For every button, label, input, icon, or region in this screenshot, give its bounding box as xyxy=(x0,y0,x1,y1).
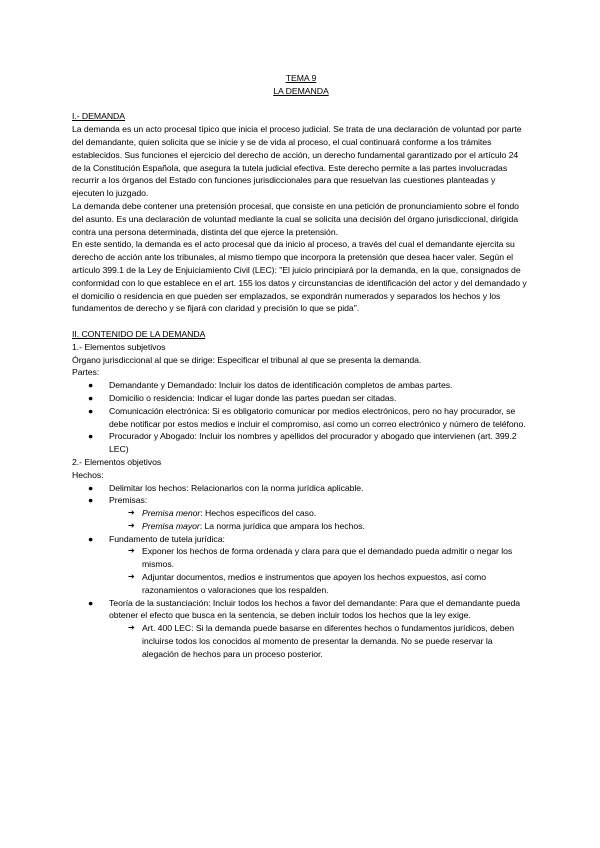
list-item-text: Delimitar los hechos: Relacionarlos con la norma jurídica aplicable. xyxy=(109,482,364,493)
sublist-item-text: Art. 400 LEC: Si la demanda puede basarse en diferentes hechos o fundamentos jurídicos, deben incluirse todos los conocidos al momento de presentar la demanda. No se puede reservar la alegación de hechos para un proceso posterior. xyxy=(142,623,515,659)
teoria-sublist xyxy=(109,622,530,660)
bullet-icon: ● xyxy=(88,482,94,493)
sublist-item xyxy=(109,507,530,520)
bullet-icon: ● xyxy=(88,405,94,416)
subsection-title-objetivos: 2.- Elementos objetivos xyxy=(72,456,162,467)
premisa-menor-term: Premisa menor xyxy=(142,508,201,519)
arrow-right-icon: ➔ xyxy=(128,572,135,582)
list-item xyxy=(72,392,530,405)
hechos-label: Hechos: xyxy=(72,469,104,480)
subject-title: LA DEMANDA xyxy=(273,85,329,96)
bullet-icon: ● xyxy=(88,431,94,442)
list-item xyxy=(72,430,530,456)
organo-line: Órgano jurisdiccional al que se dirige: Especificar el tribunal al que se presenta la demanda. xyxy=(72,354,422,365)
arrow-right-icon: ➔ xyxy=(128,508,135,518)
list-item-text: Teoría de la sustanciación: Incluir todos los hechos a favor del demandante: Para que el demandante pueda obtener el efecto que busca en la sentencia, se deben incluir todos los hechos que la ley exige. xyxy=(109,597,521,621)
sublist-item xyxy=(109,571,530,597)
premisa-mayor-term: Premisa mayor xyxy=(142,520,200,531)
list-item xyxy=(72,494,530,532)
list-item-text: Comunicación electrónica: Si es obligatorio comunicar por medios electrónicos, pero no hay procurador, se debe notificar por estos medios e incluir el compromiso, así como un correo electrónico y número de teléfono. xyxy=(109,405,526,429)
list-item-text: Fundamento de tutela jurídica: xyxy=(109,533,225,544)
arrow-right-icon: ➔ xyxy=(128,623,135,633)
list-item xyxy=(72,379,530,392)
bullet-icon: ● xyxy=(88,533,94,544)
arrow-right-icon: ➔ xyxy=(128,520,135,530)
premisa-menor-text: : Hechos específicos del caso. xyxy=(200,508,317,519)
list-item-text: Demandante y Demandado: Incluir los datos de identificación completos de ambas partes. xyxy=(109,380,453,391)
sublist-item-text: Adjuntar documentos, medios e instrumentos que apoyen los hechos expuestos, así como razonamientos o valoraciones que los respalden. xyxy=(142,572,486,595)
list-item-text: Premisas: xyxy=(109,495,148,506)
list-item-text: Procurador y Abogado: Incluir los nombres y apellidos del procurador y abogado que intervienen (art. 399.2 LEC) xyxy=(109,431,517,455)
bullet-icon: ● xyxy=(88,597,94,608)
premisa-mayor-text: : La norma jurídica que ampara los hechos. xyxy=(199,520,365,531)
sublist-item-text: Exponer los hechos de forma ordenada y clara para que el demandado pueda admitir o negar los mismos. xyxy=(142,546,513,570)
hechos-list xyxy=(72,482,530,661)
bullet-icon: ● xyxy=(88,380,94,391)
partes-label: Partes: xyxy=(72,367,100,378)
bullet-icon: ● xyxy=(88,495,94,506)
paragraph-art-399: En este sentido, la demanda es el acto procesal que da inicio al proceso, a través del cual el demandante ejercita su derecho de acción ante los tribunales, al mismo tiempo que incorpora la pretensión que desea hacer valer. Según el artículo 399.1 de la Ley de Enjuiciamiento Civil (LEC): "El juicio principiará por la demanda, en la que, consignados de conformidad con lo que establece en el art. 155 los datos y circunstancias de identificación del actor y del demandado y el domicilio o residencia en que pueden ser emplazados, se expondrán numerados y separados los hechos y los fundamentos de derecho y se fijará con claridad y precisión lo que se pida". xyxy=(72,239,527,314)
list-item xyxy=(72,405,530,431)
spacer xyxy=(72,98,530,111)
paragraph-pretension: La demanda debe contener una pretensión procesal, que consiste en una petición de pronunciamiento sobre el fondo del asunto. Es una declaración de voluntad mediante la cual se solicita una decisión del órgano jurisdiccional, dirigida contra una persona determinada, distinta del que ejerce la pretensión. xyxy=(72,200,519,237)
list-item xyxy=(72,597,530,661)
premisas-sublist xyxy=(109,507,530,533)
partes-list xyxy=(72,379,530,456)
sublist-item xyxy=(109,545,530,571)
paragraph-definition: La demanda es un acto procesal típico que inicia el proceso judicial. Se trata de una declaración de voluntad por parte del demandante, quien solicita que se inicie y se de vida al proceso, el cual continuará conforme a los trámites establecidos. Sus funciones el ejercicio del derecho de acción, un derecho fundamental garantizado por el artículo 24 de la Constitución Española, que asegura la tutela judicial efectiva. Este derecho permite a las partes involucradas recurrir a los órganos del Estado con funciones jurisdiccionales para que resuelvan las cuestiones planteadas y ejecuten lo juzgado. xyxy=(72,124,522,199)
list-item-text: Domicilio o residencia: Indicar el lugar donde las partes puedan ser citadas. xyxy=(109,392,397,403)
document-page xyxy=(72,72,530,661)
section-heading-demanda: I.- DEMANDA xyxy=(72,111,126,122)
fundamento-sublist xyxy=(109,545,530,596)
sublist-item xyxy=(109,622,530,660)
bullet-icon: ● xyxy=(88,392,94,403)
list-item xyxy=(72,533,530,597)
topic-title: TEMA 9 xyxy=(285,73,317,83)
subsection-title-subjetivos: 1.- Elementos subjetivos xyxy=(72,341,166,352)
arrow-right-icon: ➔ xyxy=(128,546,135,556)
sublist-item xyxy=(109,520,530,533)
list-item xyxy=(72,482,530,495)
section-heading-contenido: II. CONTENIDO DE LA DEMANDA xyxy=(72,328,206,339)
spacer xyxy=(72,315,530,328)
